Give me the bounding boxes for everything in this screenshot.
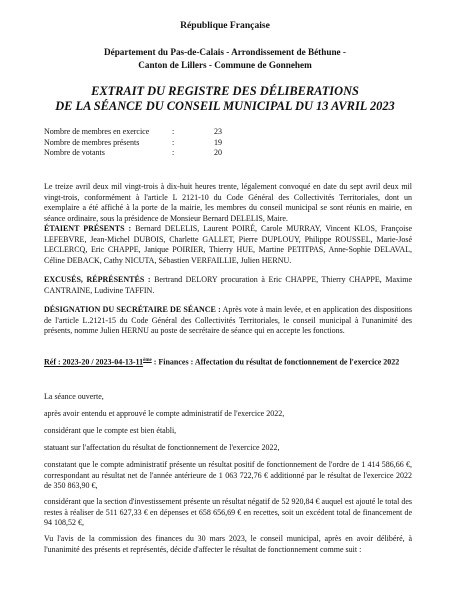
- deliberation-reference: [44, 356, 412, 368]
- presents-paragraph: [44, 224, 412, 266]
- member-counts: [44, 127, 222, 159]
- count-colon: :: [172, 127, 175, 136]
- count-colon: :: [172, 137, 175, 147]
- departement-line-2: Canton de Lillers - Commune de Gonnehem: [138, 60, 312, 70]
- body-line: statuant sur l'affectation du résultat de fonctionnement de l'exercice 2022,: [44, 443, 280, 452]
- reference-number: Réf : 2023-20 / 2023-04-13-11: [44, 357, 144, 367]
- secretaire-text: Après vote à main levée, et en application des dispositions de l'article L.2121-15 du Code Général des Collectivités Territoriales, le conseil municipal à l'unanimité des présents, nomme Julien HERNU au poste de secrétaire de séance qui en accepte les fonctions.: [44, 305, 413, 336]
- count-label: Nombre de membres en exercice: [44, 127, 150, 136]
- excuses-paragraph: [44, 275, 412, 296]
- secretaire-label: DÉSIGNATION DU SECRÉTAIRE DE SÉANCE :: [44, 305, 221, 314]
- body-line: après avoir entendu et approuvé le compte administratif de l'exercice 2022,: [44, 409, 285, 418]
- count-label: Nombre de votants: [44, 148, 105, 157]
- extrait-title-line-1: EXTRAIT DU REGISTRE DES DÉLIBERATIONS: [91, 84, 359, 98]
- body-paragraph: Vu l'avis de la commission des finances du 30 mars 2023, le conseil municipal, après en avoir délibéré, à l'unanimité des présents et représentés, décide d'affecter le résultat de fonctionnement comme suit :: [44, 534, 412, 554]
- extrait-title-line-2: DE LA SÉANCE DU CONSEIL MUNICIPAL DU 13 AVRIL 2023: [55, 98, 395, 113]
- count-label: Nombre de membres présents: [44, 137, 140, 147]
- body-line: La séance ouverte,: [44, 392, 104, 401]
- count-value: 23: [214, 127, 222, 136]
- presents-label: ÉTAIENT PRÉSENTS :: [44, 224, 132, 233]
- count-value: 19: [214, 137, 222, 147]
- count-value: 20: [214, 148, 222, 157]
- extrait-title: [0, 84, 450, 113]
- body-line: considérant que le compte est bien établi,: [44, 426, 177, 435]
- count-row: [44, 127, 222, 138]
- body-paragraph: constatant que le compte administratif présente un résultat positif de fonctionnement de l'ordre de 1 414 586,66 €, correspondant au résultat net de l'année antérieure de 1 063 722,76 € additionné par le résultat de l'exercice 2022 de 350 863,90 €,: [44, 460, 412, 491]
- secretaire-paragraph: [44, 305, 412, 337]
- departement-heading: [0, 46, 450, 72]
- count-row: [44, 148, 222, 159]
- body-paragraph: considérant que la section d'investissement présente un résultat négatif de 52 920,84 € auquel est ajouté le total des restes à réaliser de 511 627,33 € en dépenses et 658 656,69 € en recettes, soit un excédent total de financement de 94 108,52 €,: [44, 497, 412, 528]
- excuses-label: EXCUSÉS, RÉPRÉSENTÉS :: [44, 275, 151, 284]
- presents-text: Bernard DELELIS, Laurent POIRÉ, Carole MURRAY, Vincent KLOS, Françoise LEFEBVRE, Jean-Michel DUBOIS, Charlette GALLET, Pierre DUPLOUY, Philippe ROUSSEL, Marie-José LECLERCQ, Eric CHAPPE, Janique POIRIER, Thierry HUE, Martine PETITPAS, Anne-Sophie DELAVAL, Céline DEBACK, Cathy NICUTA, Sébastien VERFAILLIE, Julien HERNU.: [44, 224, 412, 265]
- reference-suffix: ème: [143, 358, 152, 363]
- republique-heading: République Française: [180, 20, 270, 31]
- count-colon: :: [172, 148, 175, 157]
- departement-line-1: Département du Pas-de-Calais - Arrondissement de Béthune -: [103, 47, 346, 57]
- count-row: [44, 138, 222, 149]
- excuses-text: Bertrand DELORY procuration à Eric CHAPPE, Thierry CHAPPE, Maxime CANTRAINE, Ludivine TAFFIN.: [44, 275, 412, 295]
- intro-paragraph: Le treize avril deux mil vingt-trois à dix-huit heures trente, légalement convoqué en date du sept avril deux mil vingt-trois, conformément à l'article L 2121-10 du Code Général des Collectivités Territoriales, dont un exemplaire a été affiché à la porte de la mairie, les membres du conseil municipal se sont réunis en mairie, en séance ordinaire, sous la présidence de Monsieur Bernard DELELIS, Maire.: [44, 182, 412, 223]
- reference-title: : Finances : Affectation du résultat de fonctionnement de l'exercice 2022: [151, 357, 400, 367]
